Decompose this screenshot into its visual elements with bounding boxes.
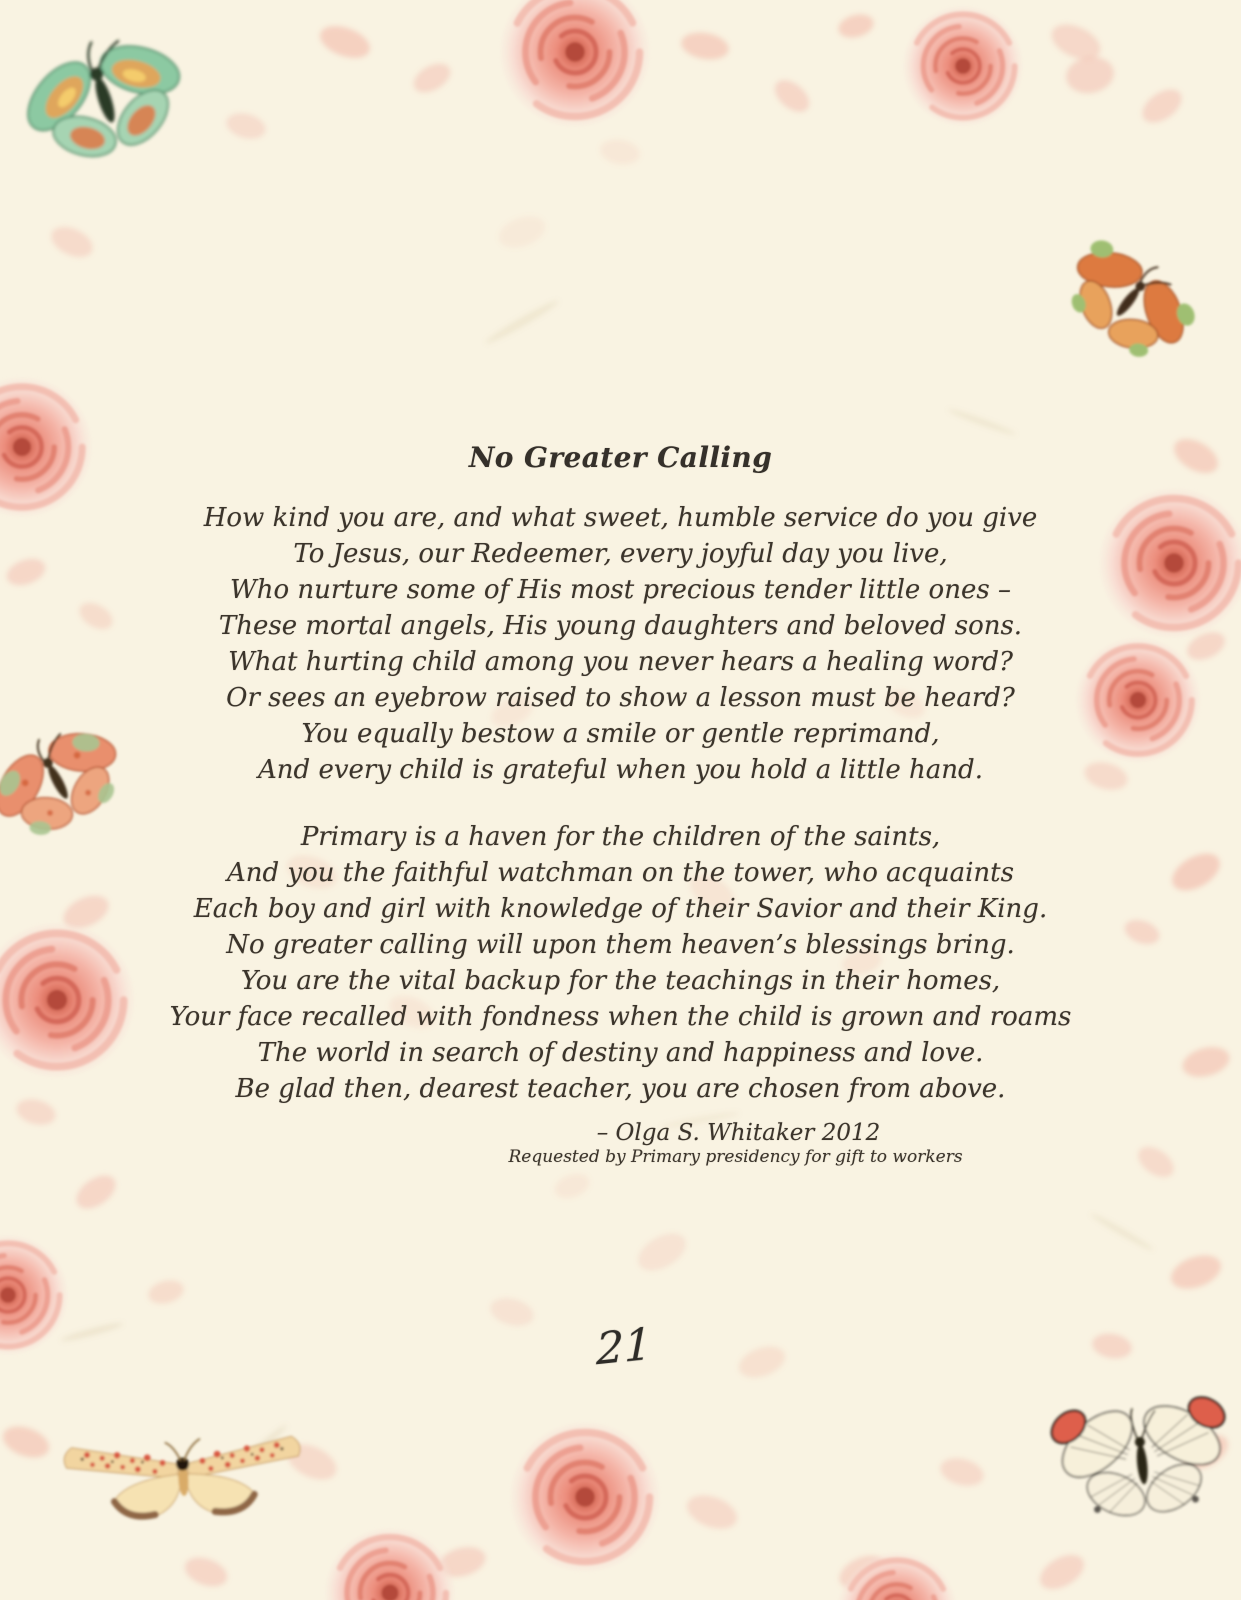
poem-attribution: – Olga S. Whitaker 2012: [596, 1120, 881, 1146]
poem-line: Who nurture some of His most precious tender little ones –: [230, 575, 1011, 605]
butterfly-top-right-icon: [1043, 222, 1212, 382]
poem-line: You equally bestow a smile or gentle reprimand,: [301, 719, 940, 749]
poem-line: And you the faithful watchman on the tower, who acquaints: [227, 858, 1014, 888]
poem-title: No Greater Calling: [468, 441, 773, 474]
poem-line: You are the vital backup for the teachings in their homes,: [240, 966, 1001, 996]
handwritten-page-number: 21: [596, 1318, 652, 1377]
poem-line: How kind you are, and what sweet, humble service do you give: [203, 503, 1038, 533]
rose-icon: [325, 1528, 455, 1600]
poem-line: The world in search of destiny and happiness and love.: [257, 1038, 984, 1068]
poem-stanza-2: [0, 819, 1241, 1107]
poem-stanza-1: [0, 500, 1241, 788]
poem-page: [0, 441, 1241, 1167]
poem-line: These mortal angels, His young daughters and beloved sons.: [218, 611, 1023, 641]
poem-line: Or sees an eyebrow raised to show a lesson must be heard?: [226, 683, 1015, 713]
butterfly-top-left-icon: [3, 17, 208, 186]
poem-line: Be glad then, dearest teacher, you are chosen from above.: [235, 1074, 1006, 1104]
poem-attribution-note: Requested by Primary presidency for gift to workers: [508, 1147, 963, 1167]
poem-line: And every child is grateful when you hold a little hand.: [258, 755, 983, 785]
moth-bottom-left-icon: [63, 1434, 303, 1522]
poem-line: No greater calling will upon them heaven’s blessings bring.: [226, 930, 1015, 960]
butterfly-bottom-right-icon: [1043, 1387, 1241, 1532]
rose-icon: [510, 1422, 660, 1572]
rose-icon: [837, 1552, 957, 1600]
poem-line: Primary is a haven for the children of the saints,: [300, 822, 941, 852]
rose-icon: [0, 1235, 68, 1355]
rose-icon: [903, 6, 1023, 126]
poem-line: To Jesus, our Redeemer, every joyful day you live,: [293, 539, 948, 569]
poem-line: Each boy and girl with knowledge of their Savior and their King.: [193, 894, 1048, 924]
rose-icon: [500, 0, 650, 127]
poem-line: What hurting child among you never hears a healing word?: [228, 647, 1013, 677]
poem-line: Your face recalled with fondness when the child is grown and roams: [169, 1002, 1072, 1032]
